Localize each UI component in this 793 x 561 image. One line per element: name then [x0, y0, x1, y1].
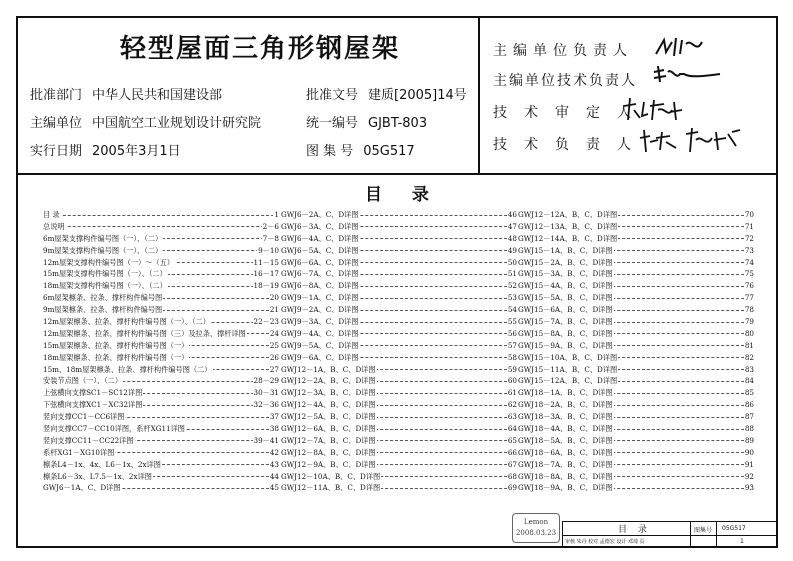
toc-row-page: 66: [507, 447, 517, 457]
toc-row-title: GWJ12－12A、B、C、D详图: [518, 210, 618, 219]
approve-dept: [30, 84, 222, 103]
toc-row-title: GWJ12－5A、B、C、D详图: [281, 412, 376, 422]
toc-row: [518, 233, 754, 245]
toc-row: [43, 292, 279, 304]
toc-row-page: 75: [744, 269, 754, 279]
approve-dept-value: 中华人民共和国建设部: [92, 88, 223, 103]
toc-row: [281, 375, 517, 387]
toc-row-page: 55: [507, 317, 517, 327]
toc-row-page: 77: [744, 293, 754, 303]
toc-row-title: GWJ18－9A、B、C、D详图: [518, 483, 613, 493]
toc-row-title: GWJ15－4A、B、C、D详图: [518, 281, 613, 291]
toc-row-page: 80: [744, 328, 754, 338]
toc-row-page: 86: [744, 400, 754, 410]
toc-row-title: GWJ6－5A、C、D详图: [281, 245, 359, 255]
toc-row-page: 67: [507, 459, 517, 469]
toc-row-page: 82: [744, 352, 754, 362]
toc-row-title: 15m屋架支撑构件编号图（一）、（二）: [43, 269, 167, 279]
toc-row-page: 7－8: [262, 233, 279, 243]
toc-row-page: 91: [744, 459, 754, 469]
titleblock-left: [562, 521, 563, 548]
toc-row-page: 56: [507, 328, 517, 338]
toc-row-title: 安装节点图（一）、（二）: [43, 376, 123, 386]
toc-row-title: 12m屋架檩条、拉条、撑杆构件编号图（三）及拉条、撑杆详图: [43, 328, 246, 338]
stamp-name: Lemon: [523, 518, 549, 526]
toc-row-page: 79: [744, 317, 754, 327]
toc-row: [281, 447, 517, 459]
toc-row-page: 11－15: [253, 257, 279, 267]
toc-row: [518, 352, 754, 364]
toc-row-title: GWJ18－5A、B、C、D详图: [518, 435, 613, 445]
toc-row-title: GWJ18－6A、B、C、D详图: [518, 447, 613, 457]
toc-row-title: GWJ18－7A、B、C、D详图: [518, 459, 613, 469]
role-chief-tech: 主编单位技术负责人: [493, 73, 637, 89]
toc-row-page: 43: [269, 459, 279, 469]
toc-row: [518, 435, 754, 447]
toc-row-title: 18m屋架支撑构件编号图（一）、（二）: [43, 281, 167, 291]
header-divider: [16, 173, 778, 175]
toc-row: [281, 399, 517, 411]
toc-row-title: GWJ12－10A、B、C、D详图: [281, 471, 381, 481]
toc-row-page: 28－29: [253, 376, 279, 386]
toc-row: [43, 245, 279, 257]
toc-row: [518, 399, 754, 411]
toc-row-title: 上弦横向支撑SC1－SC12详图: [43, 388, 143, 398]
toc-row: [43, 209, 279, 221]
toc-row-leader: [43, 226, 279, 227]
signature-2-icon: [650, 64, 722, 90]
toc-row: [518, 280, 754, 292]
titleblock-sep-2: [716, 521, 717, 548]
toc-row: [281, 340, 517, 352]
toc-row-page: 81: [744, 340, 754, 350]
toc-row: [518, 411, 754, 423]
page-title: 轻型屋面三角形钢屋架: [120, 34, 401, 64]
toc-row-page: 49: [507, 245, 517, 255]
toc-row-page: 24: [269, 328, 279, 338]
toc-row-title: 竖向支撑CC11－CC22详图: [43, 435, 134, 445]
toc-row: [518, 304, 754, 316]
toc-row: [43, 435, 279, 447]
toc-row-page: 25: [269, 340, 279, 350]
toc-row-page: 30－31: [253, 388, 279, 398]
impl-date-label: 实行日期: [30, 144, 83, 159]
toc-row: [281, 482, 517, 494]
toc-row: [43, 280, 279, 292]
toc-row-title: GWJ6－1A、C、D详图: [43, 483, 121, 493]
toc-row: [281, 245, 517, 257]
toc-row-page: 16－17: [253, 269, 279, 279]
toc-row: [281, 435, 517, 447]
titleblock-mid: [562, 535, 778, 536]
toc-row: [43, 387, 279, 399]
edit-unit: [30, 112, 261, 131]
toc-row-title: GWJ15－5A、B、C、D详图: [518, 293, 613, 303]
toc-row: [518, 387, 754, 399]
toc-row: [518, 209, 754, 221]
toc-row-page: 84: [744, 376, 754, 386]
toc-row-page: 38: [269, 424, 279, 434]
role-tech-lead: 技术负责人: [493, 137, 648, 153]
toc-row: [43, 471, 279, 483]
toc-row: [43, 268, 279, 280]
atlas-no-value: 05G517: [363, 144, 415, 159]
toc-row: [43, 459, 279, 471]
approve-doc: [306, 84, 467, 103]
signature-1-icon: [652, 34, 712, 60]
toc-row-page: 60: [507, 376, 517, 386]
toc-row-page: 1: [274, 210, 279, 219]
toc-row: [43, 375, 279, 387]
toc-row-page: 54: [507, 305, 517, 315]
approve-doc-value: 建质[2005]14号: [368, 88, 467, 103]
toc-row: [518, 459, 754, 471]
toc-row: [281, 411, 517, 423]
unified-code-value: GJBT-803: [368, 116, 428, 131]
toc-row-title: GWJ9－4A、C、D详图: [281, 328, 359, 338]
toc-row-page: 62: [507, 400, 517, 410]
toc-row-page: 22－23: [253, 317, 279, 327]
toc-row-title: GWJ12－6A、B、C、D详图: [281, 424, 376, 434]
role-reviewer: 技术审定人: [493, 105, 648, 121]
toc-row: [43, 364, 279, 376]
toc-row-title: GWJ9－3A、C、D详图: [281, 317, 359, 327]
toc-row-title: GWJ18－2A、B、C、D详图: [518, 400, 613, 410]
toc-row: [518, 221, 754, 233]
toc-row-page: 58: [507, 352, 517, 362]
toc-row: [43, 423, 279, 435]
toc-row: [518, 340, 754, 352]
toc-row: [281, 268, 517, 280]
titleblock-atlas-label: 图集号: [694, 527, 713, 534]
toc-row-title: 18m屋架檩条、拉条、撑杆构件编号图（一）: [43, 352, 189, 362]
toc-row-page: 57: [507, 340, 517, 350]
toc-row-page: 74: [744, 257, 754, 267]
toc-row-title: GWJ12－8A、B、C、D详图: [281, 447, 376, 457]
edit-unit-value: 中国航空工业规划设计研究院: [92, 116, 262, 131]
toc-row-page: 88: [744, 424, 754, 434]
toc-row-page: 32－36: [253, 400, 279, 410]
toc-row: [43, 316, 279, 328]
toc-row-page: 87: [744, 412, 754, 422]
toc-row-title: GWJ15－6A、B、C、D详图: [518, 305, 613, 315]
toc-row: [281, 221, 517, 233]
titleblock-page: 1: [740, 538, 744, 545]
toc-row-page: 92: [744, 471, 754, 481]
unified-code-label: 统一编号: [306, 116, 359, 131]
toc-row-title: 15m、18m屋架檩条、拉条、撑杆构件编号图（二）: [43, 364, 212, 374]
toc-row-page: 72: [744, 233, 754, 243]
toc-row-title: GWJ6－4A、C、D详图: [281, 233, 359, 243]
toc-column-1: [43, 209, 279, 494]
toc-row-title: 12m屋架支撑构件编号图（一）～（五）: [43, 257, 174, 267]
toc-row-title: GWJ15－2A、B、C、D详图: [518, 257, 613, 267]
toc-row: [281, 304, 517, 316]
toc-row-page: 18－19: [253, 281, 279, 291]
toc-row-page: 76: [744, 281, 754, 291]
toc-row-title: GWJ6－2A、C、D详图: [281, 210, 359, 219]
toc-row-title: 9m屋架檩条、拉条、撑杆构件编号图: [43, 305, 163, 315]
toc-row-page: 85: [744, 388, 754, 398]
toc-row-page: 27: [269, 364, 279, 374]
toc-row: [43, 328, 279, 340]
approve-doc-label: 批准文号: [306, 88, 359, 103]
toc-row-page: 2－6: [262, 221, 279, 231]
toc-row: [518, 375, 754, 387]
unified-code: [306, 112, 427, 131]
toc-row-page: 64: [507, 424, 517, 434]
toc-row-page: 93: [744, 483, 754, 493]
toc-row-title: GWJ12－3A、B、C、D详图: [281, 388, 376, 398]
toc-row-title: GWJ15－10A、B、C、D详图: [518, 352, 618, 362]
toc-row-title: 竖向支撑CC7－CC10详图，系杆XG11详图: [43, 424, 185, 434]
edit-unit-label: 主编单位: [30, 116, 83, 131]
toc-row-page: 21: [269, 305, 279, 315]
titleblock-sep: [690, 521, 691, 548]
toc-column-3: [518, 209, 754, 494]
impl-date: [30, 140, 181, 159]
toc-row-title: 檩条L4－1x、4x、L6－1x、2x详图: [43, 459, 161, 469]
toc-row-page: 39－41: [253, 435, 279, 445]
toc-row-title: 系杆XG1－XG10详图: [43, 447, 115, 457]
toc-row-title: 目 录: [43, 210, 60, 219]
toc-row-title: GWJ18－1A、B、C、D详图: [518, 388, 613, 398]
toc-row-title: 竖向支撑CC1－CC6详图: [43, 412, 125, 422]
signature-4-icon: [636, 126, 744, 156]
toc-row: [43, 233, 279, 245]
toc-row: [281, 316, 517, 328]
toc-row-page: 71: [744, 221, 754, 231]
toc-row: [518, 328, 754, 340]
stamp-date: 2008.03.23: [515, 529, 557, 537]
reviewer-stamp: [512, 513, 560, 543]
toc-row-title: GWJ6－8A、C、D详图: [281, 281, 359, 291]
toc-row-page: 69: [507, 483, 517, 493]
role-chief-unit: 主编单位负责人: [493, 43, 633, 59]
toc-row-page: 68: [507, 471, 517, 481]
toc-row-title: 檩条L6－3x、L7.5－1x、2x详图: [43, 471, 152, 481]
toc-row-page: 37: [269, 412, 279, 422]
toc-row-page: 83: [744, 364, 754, 374]
toc-row: [518, 245, 754, 257]
toc-row: [43, 304, 279, 316]
toc-row-page: 51: [507, 269, 517, 279]
toc-row-title: GWJ15－7A、B、C、D详图: [518, 317, 613, 327]
toc-row-page: 9－10: [258, 245, 279, 255]
toc-row-title: 9m屋架支撑构件编号图（一）、（二）: [43, 245, 163, 255]
toc-row-page: 63: [507, 412, 517, 422]
toc-row-title: GWJ9－6A、C、D详图: [281, 352, 359, 362]
toc-row-page: 42: [269, 447, 279, 457]
toc-row-title: GWJ9－2A、C、D详图: [281, 305, 359, 315]
atlas-no: [306, 140, 415, 159]
toc-row: [518, 471, 754, 483]
toc-row-page: 50: [507, 257, 517, 267]
toc-row-title: GWJ6－7A、C、D详图: [281, 269, 359, 279]
toc-row: [281, 257, 517, 269]
toc-row: [518, 423, 754, 435]
toc-row-page: 52: [507, 281, 517, 291]
toc-row-page: 46: [507, 210, 517, 219]
toc-row-page: 70: [744, 210, 754, 219]
toc-row-page: 48: [507, 233, 517, 243]
impl-date-value: 2005年3月1日: [92, 144, 181, 159]
toc-row: [281, 328, 517, 340]
toc-row-page: 90: [744, 447, 754, 457]
toc-row-title: GWJ18－3A、B、C、D详图: [518, 412, 613, 422]
toc-row-title: 6m屋架檩条、拉条、撑杆构件编号图: [43, 293, 163, 303]
toc-row-page: 47: [507, 221, 517, 231]
toc-row-title: GWJ12－2A、B、C、D详图: [281, 376, 376, 386]
toc-row: [43, 399, 279, 411]
toc-row: [518, 316, 754, 328]
toc-row: [518, 268, 754, 280]
toc-row-title: GWJ15－12A、B、C、D详图: [518, 376, 618, 386]
toc-row-title: GWJ18－8A、B、C、D详图: [518, 471, 613, 481]
toc-row-title: GWJ12－9A、B、C、D详图: [281, 459, 376, 469]
toc-row: [281, 387, 517, 399]
toc-row-page: 59: [507, 364, 517, 374]
toc-row-title: GWJ12－4A、B、C、D详图: [281, 400, 376, 410]
toc-row-title: 6m屋架支撑构件编号图（一）、（二）: [43, 233, 163, 243]
toc-row: [518, 257, 754, 269]
toc-row-title: GWJ12－13A、B、C、D详图: [518, 221, 618, 231]
titleblock-atlas-value: 05G517: [722, 525, 746, 532]
toc-row: [281, 364, 517, 376]
toc-row-title: GWJ12－7A、B、C、D详图: [281, 435, 376, 445]
toc-row-title: 总说明: [43, 221, 65, 231]
toc-row-title: GWJ15－3A、B、C、D详图: [518, 269, 613, 279]
toc-row: [43, 257, 279, 269]
toc-row-title: 下弦横向支撑XC1－XC32详图: [43, 400, 143, 410]
toc-row: [518, 447, 754, 459]
toc-row: [281, 471, 517, 483]
toc-row-page: 53: [507, 293, 517, 303]
header-column-divider: [478, 16, 480, 174]
toc-row-page: 61: [507, 388, 517, 398]
toc-row: [43, 447, 279, 459]
toc-row: [281, 292, 517, 304]
toc-heading: 目 录: [365, 185, 441, 205]
toc-row-page: 45: [269, 483, 279, 493]
atlas-no-label: 图 集 号: [306, 144, 354, 159]
toc-row-title: 15m屋架檩条、拉条、撑杆构件编号图（一）: [43, 340, 189, 350]
toc-row: [281, 233, 517, 245]
toc-row-title: GWJ12－14A、B、C、D详图: [518, 233, 618, 243]
toc-row-page: 89: [744, 435, 754, 445]
titleblock-top: [562, 521, 778, 522]
toc-row-leader: [43, 215, 279, 216]
toc-row-page: 73: [744, 245, 754, 255]
toc-row: [281, 209, 517, 221]
toc-row-title: GWJ18－4A、B、C、D详图: [518, 424, 613, 434]
toc-row-page: 65: [507, 435, 517, 445]
toc-row: [281, 423, 517, 435]
toc-row-page: 20: [269, 293, 279, 303]
toc-row: [281, 352, 517, 364]
toc-row-title: GWJ12－1A、B、C、D详图: [281, 364, 376, 374]
titleblock-review: 审核 朱丹 校对 孟德宏 设计 邓琦 页: [565, 539, 645, 545]
toc-row: [518, 364, 754, 376]
toc-row: [43, 221, 279, 233]
toc-row-title: GWJ9－1A、C、D详图: [281, 293, 359, 303]
toc-row: [43, 482, 279, 494]
toc-row-title: GWJ6－6A、C、D详图: [281, 257, 359, 267]
toc-row-page: 78: [744, 305, 754, 315]
titleblock-name: 目 录: [618, 525, 651, 535]
toc-row: [518, 292, 754, 304]
toc-row-title: GWJ6－3A、C、D详图: [281, 221, 359, 231]
signature-3-icon: [620, 96, 688, 124]
toc-row-title: GWJ12－11A、B、C、D详图: [281, 483, 381, 493]
toc-row-title: GWJ15－9A、B、C、D详图: [518, 340, 613, 350]
toc-row-title: GWJ9－5A、C、D详图: [281, 340, 359, 350]
toc-row: [281, 459, 517, 471]
toc-row-title: GWJ15－1A、B、C、D详图: [518, 245, 613, 255]
toc-row: [281, 280, 517, 292]
toc-row-title: 12m屋架檩条、拉条、撑杆构件编号图（一）、（二）: [43, 317, 210, 327]
toc-row: [43, 352, 279, 364]
approve-dept-label: 批准部门: [30, 88, 83, 103]
toc-row-page: 26: [269, 352, 279, 362]
toc-column-2: [281, 209, 517, 494]
toc-row: [43, 411, 279, 423]
toc-row-title: GWJ15－8A、B、C、D详图: [518, 328, 613, 338]
toc-row: [518, 482, 754, 494]
toc-row-title: GWJ15－11A、B、C、D详图: [518, 364, 618, 374]
toc-row-page: 44: [269, 471, 279, 481]
toc-row: [43, 340, 279, 352]
